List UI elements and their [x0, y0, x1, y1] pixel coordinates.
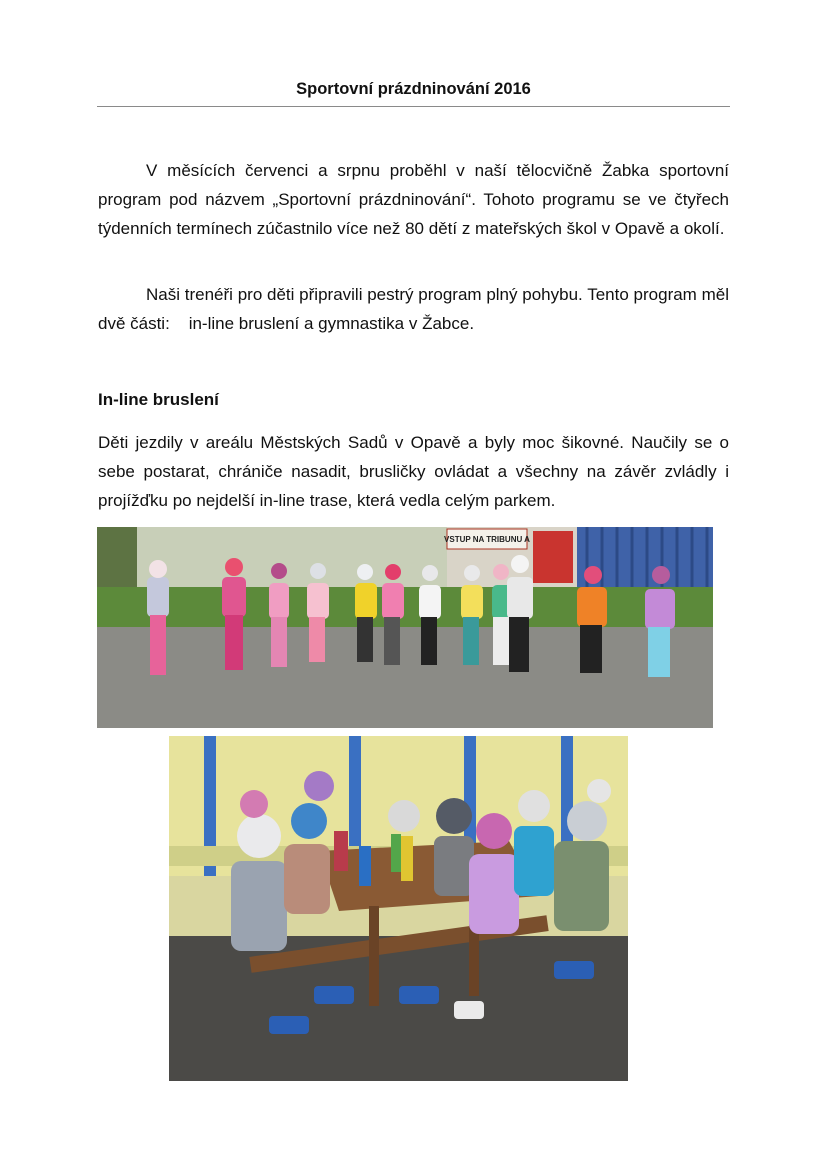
page-title: Sportovní prázdninování 2016	[296, 80, 531, 98]
skating-group-photo	[97, 527, 713, 728]
title-divider	[97, 106, 730, 107]
inline-skating-paragraph: Děti jezdily v areálu Městských Sadů v Opavě a byly moc šikovné. Naučily se o sebe postarat, chrániče nasadit, brusličky ovládat a všechny na závěr zvládly i projížďku po nejdelší in-line trase, která vedla celým parkem.	[98, 433, 729, 510]
program-paragraph: Naši trenéři pro děti připravili pestrý program plný pohybu. Tento program měl dvě části: in-line bruslení a gymnastika v Žabce.	[98, 285, 734, 333]
section-heading: In-line bruslení	[98, 390, 219, 409]
entrance-sign-text: VSTUP NA TRIBUNU A	[444, 535, 530, 544]
intro-paragraph: V měsících červenci a srpnu proběhl v naší tělocvičně Žabka sportovní program pod názvem „Sportovní prázdninování“. Tohoto programu se ve čtyřech týdenních termínech zúčastnilo více než 80 dětí z mateřských škol v Opavě a okolí.	[98, 161, 729, 238]
picnic-table-photo	[169, 736, 628, 1081]
